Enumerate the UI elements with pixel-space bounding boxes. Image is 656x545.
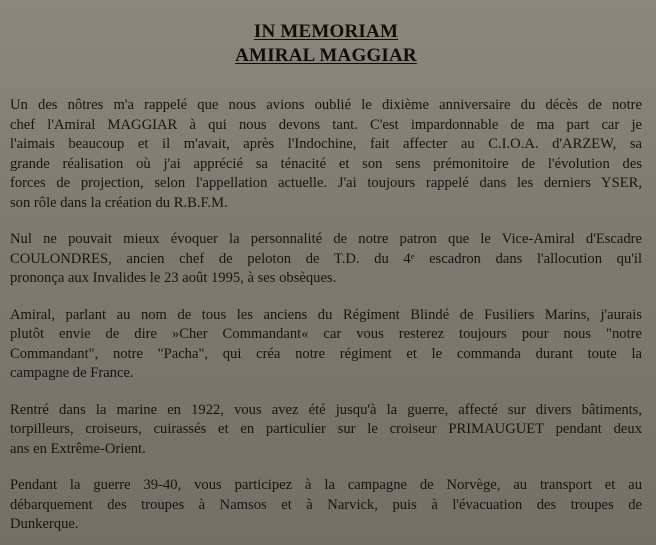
- paragraph-line: Un des nôtres m'a rappelé que nous avions oublié le dixième anniversaire du décès de notre: [10, 97, 642, 113]
- paragraph-line: Rentré dans la marine en 1922, vous avez été jusqu'à la guerre, affecté sur divers bâtiments,: [10, 401, 642, 418]
- paragraph-line: Dunkerque.: [10, 516, 79, 532]
- paragraph-line: grande réalisation où j'ai apprécié sa ténacité et son sens prémonitoire de l'évolution des: [10, 155, 642, 172]
- paragraph-3: [10, 306, 642, 384]
- paragraph-line: Nul ne pouvait mieux évoquer la personnalité de notre patron que le Vice-Amiral d'Escadre: [10, 231, 642, 247]
- paragraph-4: [10, 401, 642, 460]
- paragraph-line: Commandant", notre "Pacha", qui créa notre régiment et le commanda durant toute la: [10, 345, 642, 362]
- paragraph-line: Pendant la guerre 39-40, vous participez à la campagne de Norvège, au transport et au: [10, 477, 642, 493]
- paragraph-line: torpilleurs, croiseurs, cuirassés et en particulier sur le croiseur PRIMAUGUET pendant deux: [10, 421, 642, 437]
- paragraph-line: chef l'Amiral MAGGIAR à qui nous devons tant. C'est impardonnable de ma part car je: [10, 116, 642, 133]
- page-title: [10, 20, 642, 68]
- paragraph-1: [10, 96, 642, 213]
- title-line-1: IN MEMORIAM: [253, 21, 399, 42]
- paragraph-5: [10, 476, 642, 535]
- paragraph-line: Amiral, parlant au nom de tous les anciens du Régiment Blindé de Fusiliers Marins, j'aurais: [10, 306, 642, 323]
- document-body: [10, 96, 642, 535]
- title-line-2: AMIRAL MAGGIAR: [235, 45, 417, 66]
- paragraph-line: plutôt envie de dire »Cher Commandant« car vous resterez toujours pour nous "notre: [10, 326, 642, 342]
- paragraph-2: [10, 230, 642, 289]
- paragraph-line: forces de projection, selon l'appellation actuelle. J'ai toujours rappelé dans les derniers YSER,: [10, 175, 642, 191]
- paragraph-line: prononça aux Invalides le 23 août 1995, à ses obsèques.: [10, 270, 337, 286]
- paragraph-line: COULONDRES, ancien chef de peloton de T.D. du 4ᵉ escadron dans l'allocution qu'il: [10, 250, 642, 267]
- paragraph-line: débarquement des troupes à Namsos et à Narvick, puis à l'évacuation des troupes de: [10, 496, 642, 513]
- paragraph-line: l'aimais beaucoup et il m'avait, après l'Indochine, fait affecter au C.I.O.A. d'ARZEW, sa: [10, 136, 642, 152]
- paragraph-line: ans en Extrême-Orient.: [10, 440, 146, 457]
- paragraph-line: campagne de France.: [10, 365, 134, 381]
- paragraph-line: son rôle dans la création du R.B.F.M.: [10, 194, 228, 211]
